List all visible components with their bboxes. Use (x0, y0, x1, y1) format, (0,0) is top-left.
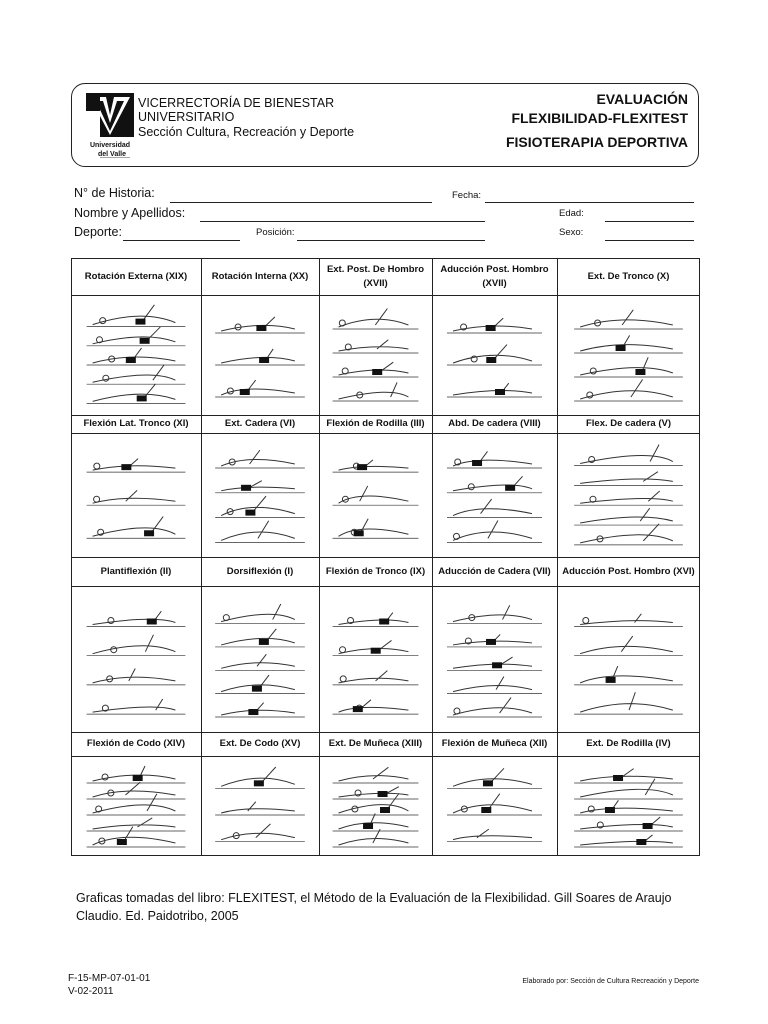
exercise-illustration-r3-c2 (201, 586, 319, 732)
fecha-field[interactable] (485, 202, 694, 203)
exercise-sketch (201, 586, 319, 732)
exercise-sketch (201, 295, 319, 415)
exercise-sketch (432, 586, 557, 732)
exercise-illustration-r2-c4 (432, 433, 557, 557)
source-note: Graficas tomadas del libro: FLEXITEST, el Método de la Evaluación de la Flexibilidad. Gill Soares de Araujo Claudio. Ed. Paidotribo, 2005 (76, 891, 672, 923)
form-version: V-02-2011 (68, 986, 114, 997)
deporte-label: Deporte: (74, 225, 122, 239)
logo-text-2: del Valle (97, 151, 127, 158)
exercise-header-r2-c3: Flexión de Rodilla (III) (326, 418, 425, 429)
exercise-illustration-r1-c5 (557, 295, 700, 415)
institution-line-1: VICERRECTORÍA DE BIENESTAR (138, 96, 335, 110)
logo-text-1: Universidad (89, 142, 131, 149)
eval-title-1: EVALUACIÓN (596, 91, 688, 107)
exercise-illustration-r3-c3 (319, 586, 432, 732)
institution-line-2: UNIVERSITARIO (138, 110, 235, 124)
exercise-header-r4-c5: Ext. De Rodilla (IV) (586, 738, 671, 749)
exercise-illustration-r4-c5 (557, 756, 700, 856)
exercise-illustration-r3-c4 (432, 586, 557, 732)
exercise-sketch (557, 756, 700, 856)
exercise-sketch (319, 433, 432, 557)
deporte-field[interactable] (123, 240, 240, 241)
exercise-illustration-r1-c4 (432, 295, 557, 415)
exercise-sketch (71, 756, 201, 856)
exercise-sketch (432, 295, 557, 415)
exercise-sketch (319, 586, 432, 732)
exercise-sketch (201, 433, 319, 557)
exercise-header-r2-c5: Flex. De cadera (V) (585, 418, 671, 429)
exercise-header-r1-c3: Ext. Post. De Hombro (XVII) (326, 263, 425, 289)
grid-hline (71, 732, 700, 733)
exercise-header-r4-c1: Flexión de Codo (XIV) (86, 738, 186, 749)
exercise-illustration-r4-c2 (201, 756, 319, 856)
nombre-label: Nombre y Apellidos: (74, 206, 186, 220)
grid-hline (71, 557, 700, 558)
exercise-illustration-r2-c1 (71, 433, 201, 557)
exercise-illustration-r2-c2 (201, 433, 319, 557)
exercise-illustration-r1-c1 (71, 295, 201, 415)
form-code: F-15-MP-07-01-01 (68, 973, 151, 984)
historia-label: N° de Historia: (74, 186, 155, 200)
posicion-label: Posición: (256, 227, 295, 238)
exercise-header-r2-c1: Flexión Lat. Tronco (XI) (83, 418, 189, 429)
exercise-sketch (557, 586, 700, 732)
exercise-header-r1-c2: Rotación Interna (XX) (211, 270, 309, 282)
exercise-header-r4-c2: Ext. De Codo (XV) (219, 738, 301, 749)
exercise-header-r3-c3: Flexión de Tronco (IX) (325, 565, 426, 577)
eval-title-2: FLEXIBILIDAD-FLEXITEST (511, 110, 688, 126)
exercise-sketch (557, 433, 700, 557)
exercise-illustration-r1-c2 (201, 295, 319, 415)
exercise-sketch (201, 756, 319, 856)
exercise-illustration-r3-c1 (71, 586, 201, 732)
exercise-illustration-r2-c5 (557, 433, 700, 557)
grid-hline (71, 258, 700, 259)
eval-subtitle: FISIOTERAPIA DEPORTIVA (505, 134, 688, 150)
exercise-header-r1-c4: Aducción Post. Hombro (XVII) (440, 263, 549, 289)
posicion-field[interactable] (297, 240, 485, 241)
exercise-sketch (319, 756, 432, 856)
exercise-sketch (71, 433, 201, 557)
exercise-header-r4-c4: Flexión de Muñeca (XII) (441, 738, 548, 749)
edad-field[interactable] (605, 221, 694, 222)
grid-hline (71, 855, 700, 856)
exercise-header-r2-c2: Ext. Cadera (VI) (224, 418, 296, 429)
exercise-header-r1-c5: Ext. De Tronco (X) (587, 270, 670, 282)
exercise-illustration-r3-c5 (557, 586, 700, 732)
exercise-header-r3-c1: Plantiflexión (II) (100, 565, 172, 577)
grid-hline (71, 433, 700, 434)
exercise-sketch (432, 433, 557, 557)
exercise-header-r3-c2: Dorsiflexión (I) (226, 565, 294, 577)
exercise-illustration-r4-c1 (71, 756, 201, 856)
exercise-sketch (557, 295, 700, 415)
exercise-header-r4-c3: Ext. De Muñeca (XIII) (328, 738, 423, 749)
exercise-header-r2-c4: Abd. De cadera (VIII) (448, 418, 541, 429)
fecha-label: Fecha: (452, 190, 482, 201)
credit-note: Elaborado por: Sección de Cultura Recreación y Deporte (522, 978, 699, 985)
exercise-sketch (71, 295, 201, 415)
exercise-header-r3-c5: Aducción Post. Hombro (XVI) (562, 565, 695, 577)
edad-label: Edad: (559, 208, 584, 219)
exercise-sketch (432, 756, 557, 856)
sexo-label: Sexo: (559, 227, 584, 238)
exercise-illustration-r2-c3 (319, 433, 432, 557)
grid-hline (71, 586, 700, 587)
nombre-field[interactable] (200, 221, 485, 222)
exercise-table (71, 258, 700, 856)
institution-line-3: Sección Cultura, Recreación y Deporte (138, 125, 355, 139)
exercise-illustration-r4-c4 (432, 756, 557, 856)
grid-hline (71, 756, 700, 757)
exercise-sketch (319, 295, 432, 415)
historia-field[interactable] (170, 202, 432, 203)
university-logo (86, 93, 134, 158)
exercise-illustration-r1-c3 (319, 295, 432, 415)
exercise-header-r3-c4: Aducción de Cadera (VII) (438, 565, 551, 577)
exercise-header-r1-c1: Rotación Externa (XIX) (84, 270, 188, 282)
sexo-field[interactable] (605, 240, 694, 241)
grid-hline (71, 295, 700, 296)
exercise-sketch (71, 586, 201, 732)
grid-hline (71, 415, 700, 416)
exercise-illustration-r4-c3 (319, 756, 432, 856)
